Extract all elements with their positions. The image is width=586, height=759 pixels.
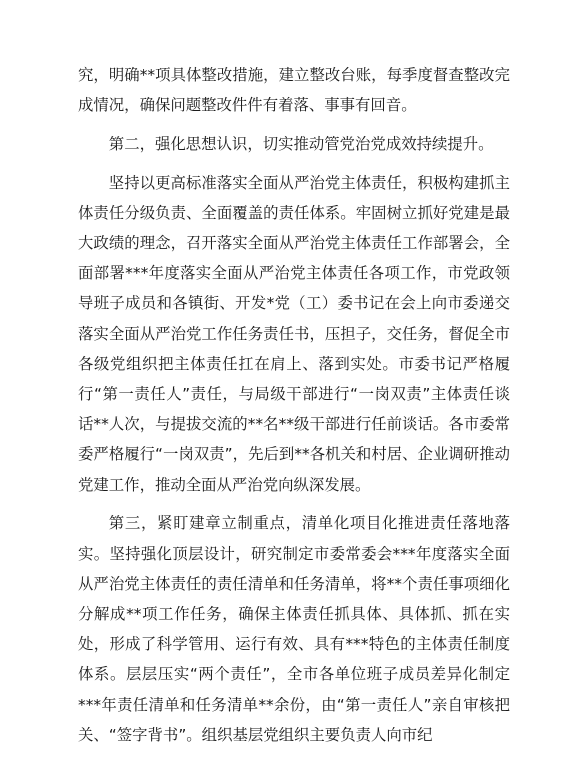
document-page [78, 60, 510, 758]
paragraph-body: 坚持以更高标准落实全面从严治党主体责任，积极构建抓主体责任分级负责、全面覆盖的责任体系。牢固树立抓好党建是最大政绩的理念，召开落实全面从严治党主体责任工作部署会，全面部署***年度落实全面从严治党主体责任各项工作，市党政领导班子成员和各镇街、开发*党（工）委书记在会上向市委递交落实全面从严治党工作任务责任书，压担子，交任务，督促全市各级党组织把主体责任扛在肩上、落到实处。市委书记严格履行“第一责任人”责任，与局级干部进行“一岗双责”主体责任谈话**人次，与提拔交流的**名**级干部进行任前谈话。各市委常委严格履行“一岗双责”，先后到**各机关和村居、企业调研推动党建工作，推动全面从严治党向纵深发展。 [78, 173, 510, 494]
paragraph-continued: 究，明确**项具体整改措施，建立整改台账，每季度督查整改完成情况，确保问题整改件件有着落、事事有回音。 [78, 66, 510, 115]
paragraph-heading-third: 第三，紧盯建章立制重点，清单化项目化推进责任落地落实。坚持强化顶层设计，研究制定市委常委会***年度落实全面从严治党主体责任的责任清单和任务清单，将**个责任事项细化分解成**项工作任务，确保主体责任抓具体、具体抓、抓在实处，形成了科学管用、运行有效、具有***特色的主体责任制度体系。层层压实“两个责任”，全市各单位班子成员差异化制定***年责任清单和任务清单**余份，由“第一责任人”亲自审核把关、“签字背书”。组织基层党组织主要负责人向市纪 [78, 514, 510, 744]
paragraph-heading-second: 第二，强化思想认识，切实推动管党治党成效持续提升。 [108, 134, 494, 153]
